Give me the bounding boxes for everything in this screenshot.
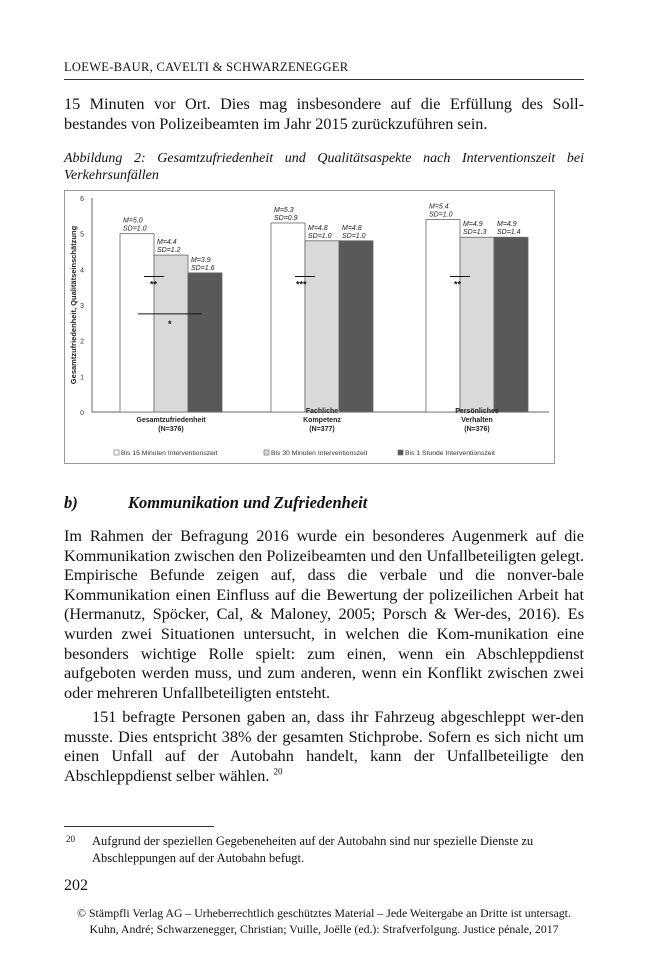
data-label-mean: M=5.4 [429, 203, 449, 211]
category-label: Persönliches [455, 408, 499, 415]
significance-marker: ** [454, 279, 462, 290]
y-tick-label: 5 [80, 231, 84, 239]
figure-caption: Abbildung 2: Gesamtzufriedenheit und Qualitätsaspekte nach Interventionszeit bei Verkehrsunfällen [64, 151, 584, 183]
copyright-notice [64, 906, 584, 937]
significance-marker: ** [150, 279, 158, 290]
y-tick-label: 4 [80, 267, 84, 275]
bar-chart [64, 190, 555, 464]
footnote-reference[interactable]: 20 [273, 766, 283, 777]
footnote-rule [64, 826, 214, 827]
data-label-mean: M=4.4 [157, 239, 177, 247]
intro-paragraph: 15 Minuten vor Ort. Dies mag insbesondere auf die Erfüllung des Soll-bestandes von Polizeibeamten im Jahr 2015 zurückzuführen sein. [64, 95, 584, 133]
legend-swatch [264, 450, 269, 455]
bar-2-series-2 [305, 241, 339, 412]
significance-marker: *** [296, 279, 307, 290]
data-label-mean: M=5.3 [274, 206, 294, 214]
data-label-mean: M=4.8 [308, 224, 328, 232]
category-label: Verhalten [461, 417, 493, 424]
running-head: LOEWE-BAUR, CAVELTI & SCHWARZENEGGER [64, 60, 349, 74]
data-label-sd: SD=1.0 [429, 211, 453, 219]
data-label-mean: M=4.8 [342, 224, 362, 232]
section-heading [64, 493, 584, 513]
data-label-sd: SD=1.0 [123, 225, 147, 233]
data-label-sd: SD=1.6 [191, 264, 215, 272]
data-label-sd: SD=1.2 [157, 247, 181, 255]
category-label: (N=376) [158, 426, 184, 433]
legend-swatch [398, 450, 403, 455]
data-label-sd: SD=0.9 [274, 214, 298, 222]
legend-swatch [114, 450, 119, 455]
legend-label: Bis 15 Minuten Interventionszeit [121, 450, 218, 457]
data-label-mean: M=3.9 [191, 256, 211, 264]
y-tick-label: 1 [80, 374, 84, 382]
bar-3-series-1 [426, 219, 460, 412]
body-paragraph-2 [64, 708, 584, 786]
data-label-sd: SD=1.4 [497, 229, 521, 237]
data-label-mean: M=5.0 [123, 217, 143, 225]
footnote-number: 20 [66, 834, 75, 844]
bar-2-series-1 [271, 223, 305, 412]
category-label: Gesamtzufriedenheit [136, 417, 206, 424]
data-label-sd: SD=1.3 [463, 229, 487, 237]
footnote [64, 833, 584, 867]
significance-marker: * [168, 318, 172, 329]
body-paragraph-2-text: 151 befragte Personen gaben an, dass ihr Fahrzeug abgeschleppt wer-den musste. Dies entspricht 38% der gesamten Stichprobe. Sofern es sich nicht um einen Unfall auf der Autobahn handelt, kann der Unfallbeteiligte den Abschleppdienst selber wählen. [64, 708, 584, 785]
data-label-sd: SD=1.0 [342, 232, 366, 240]
category-label: Kompetenz [303, 417, 341, 424]
bar-3-series-3 [494, 237, 528, 412]
section-title: Kommunikation und Zufriedenheit [128, 493, 368, 512]
y-tick-label: 0 [80, 410, 84, 417]
data-label-mean: M=4.9 [463, 221, 483, 229]
data-label-mean: M=4.9 [497, 221, 517, 229]
bar-1-series-2 [154, 255, 188, 412]
bar-1-series-1 [120, 234, 154, 412]
copyright-line-2: Kuhn, André; Schwarzenegger, Christian; Vuille, Joëlle (ed.): Strafverfolgung. Justice pénale, 2017 [89, 921, 559, 936]
figure-chart [64, 190, 555, 464]
data-label-sd: SD=1.0 [308, 232, 332, 240]
body-paragraph-1: Im Rahmen der Befragung 2016 wurde ein besonderes Augenmerk auf die Kommunikation zwischen den Polizeibeamten und den Unfallbeteiligten gelegt. Empirische Befunde zeigen auf, dass die verbale und die nonver-bale Kommunikation einen Einfluss auf die Bewertung der polizeilichen Arbeit hat (Hermanutz, Spöcker, Cal, & Maloney, 2005; Porsch & Wer-des, 2016). Es wurden zwei Situationen untersucht, in welchen die Kom-munikation eine besonders wichtige Rolle spielt: zum einen, wenn ein Abschleppdienst aufgeboten werden muss, und zum anderen, wenn ein Konflikt zwischen zwei oder mehreren Unfallbeteiligten entsteht. [64, 527, 584, 702]
category-label: (N=377) [309, 426, 335, 433]
copyright-line-1: © Stämpfli Verlag AG – Urheberrechtlich geschütztes Material – Jede Weitergabe an Dritte ist untersagt. [77, 906, 571, 920]
page-number: 202 [64, 877, 88, 894]
header-rule [64, 79, 584, 80]
footnote-text: Aufgrund der speziellen Gegebeneheiten auf der Autobahn sind nur spezielle Dienste zu Abschleppungen auf der Autobahn befugt. [92, 834, 534, 865]
y-axis-label: Gesamtzufriedenheit, Qualitätseinschätzung [69, 225, 78, 385]
bar-2-series-3 [339, 241, 373, 412]
y-tick-label: 2 [80, 338, 84, 346]
y-tick-label: 3 [80, 303, 84, 310]
bar-1-series-3 [188, 273, 222, 412]
bar-3-series-2 [460, 237, 494, 412]
legend-label: Bis 30 Minuten Interventionszeit [271, 450, 368, 457]
legend-label: Bis 1 Stunde Interventionszeit [405, 450, 495, 457]
category-label: (N=376) [464, 426, 490, 433]
y-tick-label: 6 [80, 196, 84, 203]
section-number: b) [64, 493, 78, 512]
category-label: Fachliche [305, 408, 339, 415]
